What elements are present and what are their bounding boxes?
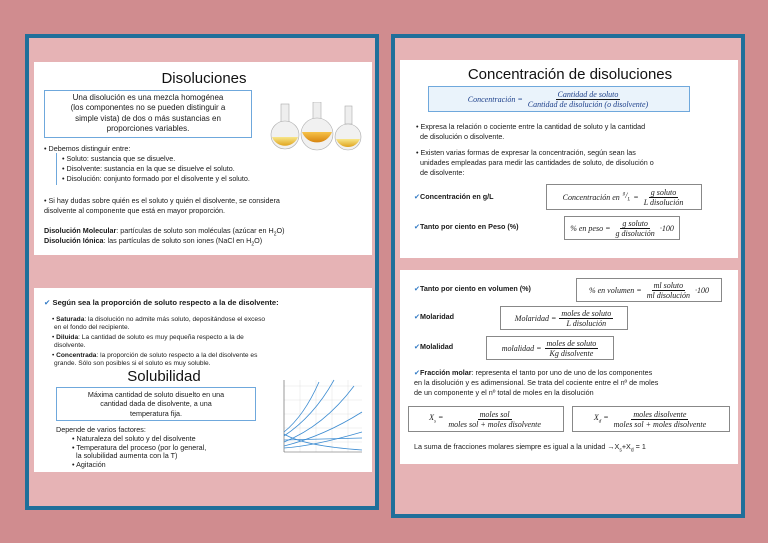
formula-numerator: Cantidad de soluto <box>557 89 619 99</box>
para-text: unidades empleadas para medir las cantidades de soluto, de disolución o <box>420 158 654 167</box>
peso-formula <box>564 216 680 240</box>
checkmark-icon: ✔ <box>414 312 421 321</box>
fraccion-line: en la disolución y es adimensional. Se trata del cociente entre el nº de moles <box>414 378 659 387</box>
formula-denominator: Cantidad de disolución (o disolvente) <box>527 99 649 109</box>
para-text: de disolvente: <box>420 168 465 177</box>
para-text: • Existen varias formas de expresar la concentración, según sean las <box>416 148 636 157</box>
ionic-end: O) <box>254 236 263 245</box>
slide-concentracion-2 <box>400 270 738 464</box>
slide-title: Concentración de disoluciones <box>467 66 673 83</box>
peso-formula-lhs: % en peso = <box>570 223 611 233</box>
formula-numerator: moles de soluto <box>546 338 597 348</box>
vol-label <box>414 284 531 293</box>
concentrada-text: : la proporción de soluto respecto a la del disolvente es <box>96 352 258 359</box>
gl-l: L <box>627 197 631 203</box>
checkmark-icon: ✔ <box>414 368 421 377</box>
formula-numerator: moles sol <box>479 409 510 419</box>
concentrada-line: grande. Sólo son posibles si el soluto es muy soluble. <box>54 360 211 367</box>
definition-line: Una disolución es una mezcla homogénea <box>72 93 224 102</box>
definition-box <box>44 90 252 138</box>
definition-line: (los componentes no se pueden distinguir a <box>70 103 226 113</box>
peso-label-text: Tanto por ciento en Peso (%) <box>420 222 519 231</box>
saturada-line: • Saturada: la disolución no admite más soluto, depositándose el exceso <box>52 316 266 323</box>
sum-plus: +X <box>621 442 631 451</box>
gl-label <box>414 192 494 201</box>
factor-item: la solubilidad aumenta con la T) <box>76 451 178 460</box>
ionic-line <box>44 236 262 248</box>
solubilidad-line: temperatura fija. <box>130 408 182 418</box>
mol-formula-lhs: Molaridad = <box>514 313 557 323</box>
xs-formula: $X_s$ = $\frac{\text{moles sol}}{\text{moles sol + moles disolvente}}$ <box>408 406 564 432</box>
checkmark-icon: ✔ <box>414 192 421 201</box>
solubilidad-line: Máxima cantidad de soluto disuelto en una <box>87 390 225 399</box>
slide-title: Disoluciones <box>161 70 247 87</box>
fraccion-line: de un componente y el nº total de moles en la disolución <box>414 388 594 397</box>
fraccion-label: Fracción molar <box>420 368 472 377</box>
gl-formula: Concentración en $^g/_L$ = $\frac{\text{g soluto}}{\text{L disolución}}$ <box>546 184 702 210</box>
sum-eq: = 1 <box>633 442 646 451</box>
concentrada-label: Concentrada <box>56 352 97 359</box>
checkmark-icon: ✔ <box>44 298 51 307</box>
solubility-curves-figure <box>274 376 366 460</box>
gl-formula-lhs: Concentración en <box>562 192 620 202</box>
fraccion-text: : representa el tanto por uno de uno de los componentes <box>471 368 653 377</box>
saturada-text: : la disolución no admite más soluto, depositándose el exceso <box>84 316 266 323</box>
formula-denominator: moles sol + moles disolvente <box>448 419 541 429</box>
slide-disoluciones <box>34 62 372 255</box>
gl-g: g <box>622 191 626 197</box>
formula-denominator: Kg disolvente <box>549 348 594 358</box>
solubilidad-title: Solubilidad <box>127 368 201 385</box>
vol-label-text: Tanto por ciento en volumen (%) <box>420 284 531 293</box>
ionic-text: : las partículas de soluto son iones (NaCl en H <box>103 236 252 245</box>
solubilidad-box <box>56 387 256 421</box>
peso-label <box>414 222 519 231</box>
flasks-illustration <box>270 102 366 152</box>
main-formula-lhs: Concentración = <box>467 94 523 104</box>
formula-numerator: moles de soluto <box>561 308 612 318</box>
formula-numerator: ml soluto <box>653 280 684 290</box>
formula-denominator: ml disolución <box>646 290 691 300</box>
doubt-text: disolvente al componente que está en mayor proporción. <box>44 206 225 215</box>
molal-label <box>414 342 453 351</box>
sum-sub-s: s <box>619 447 622 454</box>
xs-sub: s <box>434 419 436 425</box>
molecular-label: Disolución Molecular <box>44 226 117 235</box>
sum-text: La suma de fracciones molares siempre es igual a la unidad →X <box>414 442 620 451</box>
diluida-text: : La cantidad de soluto es muy pequeña respecto a la de <box>78 334 244 341</box>
formula-numerator: g soluto <box>650 187 677 197</box>
formula-denominator: g disolución <box>615 228 655 238</box>
formula-multiplier: ·100 <box>659 223 674 233</box>
diluida-line: • Diluida: La cantidad de soluto es muy pequeña respecto a la de <box>52 334 244 341</box>
molecular-text: : partículas de soluto son moléculas (azúcar en H <box>116 226 274 235</box>
gl-label-text: Concentración en g/L <box>420 192 494 201</box>
mol-label-text: Molaridad <box>420 312 454 321</box>
saturada-line: en el fondo del recipiente. <box>54 324 130 331</box>
vol-formula-lhs: % en volumen = <box>588 285 642 295</box>
flask-icon <box>301 102 333 150</box>
main-formula <box>428 86 690 112</box>
formula-denominator: L disolución <box>643 197 684 207</box>
sum-sub-d: d <box>630 447 634 454</box>
molaridad-formula <box>500 306 628 330</box>
xd-formula: $X_d$ = $\frac{\text{moles disolvente}}{\text{moles sol + moles disolvente}}$ <box>572 406 730 432</box>
vol-formula <box>576 278 722 302</box>
mol-label <box>414 312 454 321</box>
list-item: • Disolución: conjunto formado por el disolvente y el soluto. <box>62 174 250 183</box>
definitions-bracket <box>56 153 60 185</box>
ionic-label: Disolución Iónica <box>44 236 104 245</box>
subscript: 2 <box>273 231 277 238</box>
molecular-end: O) <box>276 226 285 235</box>
concentrada-line: • Concentrada: la proporción de soluto respecto a la del disolvente es <box>52 352 258 359</box>
definition-line: proporciones variables. <box>106 124 190 134</box>
heading-text: Según sea la proporción de soluto respecto a la de disolvente: <box>52 298 279 307</box>
definition-line: simple vista) de dos o más sustancias en <box>75 113 221 123</box>
factor-item: • Agitación <box>72 460 106 469</box>
fraccion-line <box>414 368 652 377</box>
doubt-text: • Si hay dudas sobre quién es el soluto y quién el disolvente, se considera <box>44 196 280 205</box>
para-text: de disolución o disolvente. <box>420 132 505 141</box>
factors-heading: Depende de varios factores: <box>56 425 146 434</box>
checkmark-icon: ✔ <box>414 222 421 231</box>
xd-sub: d <box>598 419 602 425</box>
molalidad-formula <box>486 336 614 360</box>
list-item: • Disolvente: sustancia en la que se disuelve el soluto. <box>62 164 235 173</box>
factor-item: • Naturaleza del soluto y del disolvente <box>72 434 196 443</box>
flask-icon <box>271 104 299 149</box>
formula-numerator: g soluto <box>622 218 648 228</box>
intro-text: • Debemos distinguir entre: <box>44 144 131 153</box>
saturada-label: Saturada <box>56 316 85 323</box>
formula-denominator: L disolución <box>566 318 607 328</box>
molal-formula-lhs: molalidad = <box>501 343 542 353</box>
flask-icon <box>335 106 361 150</box>
sum-line <box>414 442 646 454</box>
formula-numerator: moles disolvente <box>633 409 687 419</box>
checkmark-icon: ✔ <box>414 342 421 351</box>
proportion-heading <box>44 298 279 307</box>
list-item: • Soluto: sustancia que se disuelve. <box>62 154 176 163</box>
formula-multiplier: ·100 <box>695 285 710 295</box>
subscript: 2 <box>251 241 255 248</box>
xd-lhs: X <box>593 413 599 423</box>
molal-label-text: Molalidad <box>420 342 454 351</box>
diluida-label: Diluida <box>56 334 79 341</box>
para-text: • Expresa la relación o cociente entre la cantidad de soluto y la cantidad <box>416 122 646 131</box>
xs-lhs: X <box>429 413 435 423</box>
diluida-line: disolvente. <box>54 342 86 349</box>
slide-concentracion <box>400 60 738 258</box>
checkmark-icon: ✔ <box>414 284 421 293</box>
factor-item: • Temperatura del proceso (por lo general, <box>72 443 207 452</box>
solubilidad-line: cantidad dada de disolvente, a una <box>100 399 212 409</box>
slide-solubilidad <box>34 288 372 472</box>
formula-denominator: moles sol + moles disolvente <box>613 419 707 429</box>
